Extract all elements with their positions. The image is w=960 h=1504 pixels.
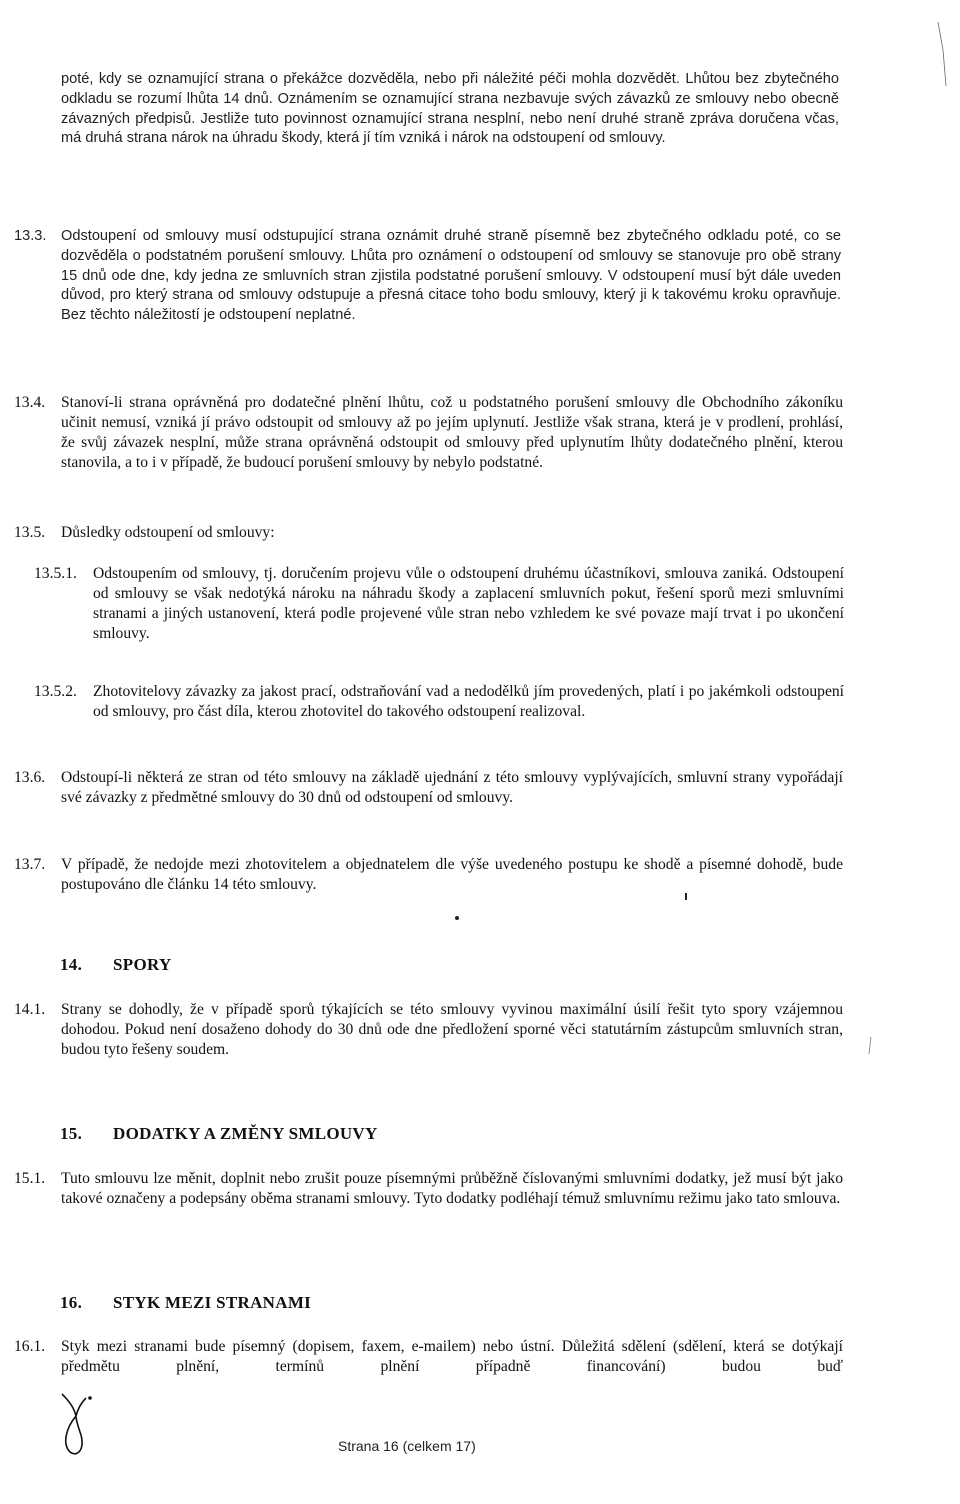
section-heading-title: DODATKY A ZMĚNY SMLOUVY <box>113 1124 378 1143</box>
clause-text: Styk mezi stranami bude písemný (dopisem, faxem, e-mailem) nebo ústní. Důležitá sdělení (sdělení, která se dotýkají předmětu plnění, termínů plnění případně financování) budou buď <box>61 1338 843 1375</box>
page-footer: Strana 16 (celkem 17) <box>338 1438 476 1454</box>
scan-dot-icon <box>683 893 689 901</box>
signature-initials-icon <box>56 1388 96 1460</box>
clause-number: 14.1. <box>14 1001 46 1018</box>
clause-number: 16.1. <box>14 1338 46 1355</box>
clause-text: Stanoví-li strana oprávněná pro dodatečné plnění lhůtu, což u podstatného porušení smlouvy dle Obchodního zákoníku učinit nemusí, vzniká jí právo odstoupit od smlouvy až po jejím uplynutí. Jestliže však strana, která je v prodlení, prohlásí, že svůj závazek nesplní, může strana oprávněná odstoupit od smlouvy před uplynutím lhůty dodatečného plnění, kterou stanovila, a to i v případě, že budoucí porušení smlouvy by nebylo podstatné. <box>61 394 843 471</box>
clause-number: 13.6. <box>14 769 46 786</box>
clause-text: Tuto smlouvu lze měnit, doplnit nebo zrušit pouze písemnými průběžně číslovanými smluvními dodatky, jež musí být jako takové označeny a podepsány oběma stranami smlouvy. Tyto dodatky podléhají témuž smluvnímu režimu jako tato smlouva. <box>61 1170 843 1207</box>
clause-text: Zhotovitelovy závazky za jakost prací, odstraňování vad a nedodělků jím provedených, platí i po jakémkoli odstoupení od smlouvy, pro část díla, kterou zhotovitel do takového odstoupení realizoval. <box>93 683 844 720</box>
clause-number: 13.5.1. <box>34 565 77 582</box>
clause-text: Důsledky odstoupení od smlouvy: <box>61 524 275 541</box>
clause-number: 13.4. <box>14 394 46 411</box>
intro-paragraph: poté, kdy se oznamující strana o překážce dozvěděla, nebo při náležité péči mohla dozvědět. Lhůtou bez zbytečného odkladu se rozumí lhůta 14 dnů. Oznámením se oznamující strana nezbavuje svých závazků ze smlouvy nebo obecně závazných předpisů. Jestliže tuto povinnost oznamující strana nesplní, nebo není druhé straně zpráva doručena včas, má druhá strana nárok na úhradu škody, která jí tím vzniká i nárok na odstoupení od smlouvy. <box>61 71 839 147</box>
section-heading-number: 14. <box>60 955 83 974</box>
clause-text: V případě, že nedojde mezi zhotovitelem a objednatelem dle výše uvedeného postupu ke shodě a písemné dohodě, bude postupováno dle článku 14 této smlouvy. <box>61 856 843 893</box>
margin-scratch-icon <box>936 20 950 90</box>
clause-number: 13.7. <box>14 856 46 873</box>
section-heading-title: SPORY <box>113 955 172 974</box>
clause-number: 13.5.2. <box>34 683 77 700</box>
section-heading-title: STYK MEZI STRANAMI <box>113 1293 312 1312</box>
clause-text: Odstoupí-li některá ze stran od této smlouvy na základě ujednání z této smlouvy vyplývajících, smluvní strany vypořádají své závazky z předmětné smlouvy do 30 dnů od odstoupení od smlouvy. <box>61 769 843 806</box>
clause-number: 15.1. <box>14 1170 46 1187</box>
section-heading-number: 15. <box>60 1124 83 1143</box>
clause-number: 13.3. <box>14 228 47 244</box>
section-heading-number: 16. <box>60 1293 83 1312</box>
scan-dot-icon <box>454 915 460 921</box>
margin-scratch-icon <box>866 1036 874 1056</box>
clause-text: Strany se dohodly, že v případě sporů týkajících se této smlouvy vyvinou maximální úsilí řešit tyto spory vzájemnou dohodou. Pokud není dosaženo dohody do 30 dnů ode dne předložení sporné věci statutárním zástupcům smluvních stran, budou tyto řešeny soudem. <box>61 1001 843 1058</box>
clause-text: Odstoupením od smlouvy, tj. doručením projevu vůle o odstoupení druhému účastníkovi, smlouva zaniká. Odstoupení od smlouvy se však nedotýká nároku na náhradu škody a zaplacení smluvních pokut, řešení sporů mezi smluvními stranami a jiných ustanovení, která podle projevené vůle stran nebo vzhledem ke své povaze mají trvat i po ukončení smlouvy. <box>93 565 844 642</box>
clause-text: Odstoupení od smlouvy musí odstupující strana oznámit druhé straně písemně bez zbytečného odkladu poté, co se dozvěděla o podstatném porušení smlouvy. Lhůta pro oznámení o odstoupení od smlouvy se stanovuje pro obě strany 15 dnů ode dne, kdy jedna ze smluvních stran zjistila podstatné porušení smlouvy. V odstoupení musí být dále uveden důvod, pro který strana od smlouvy odstupuje a přesná citace toho bodu smlouvy, který ji k takovému kroku opravňuje. Bez těchto náležitostí je odstoupení neplatné. <box>61 228 841 324</box>
clause-number: 13.5. <box>14 524 46 541</box>
